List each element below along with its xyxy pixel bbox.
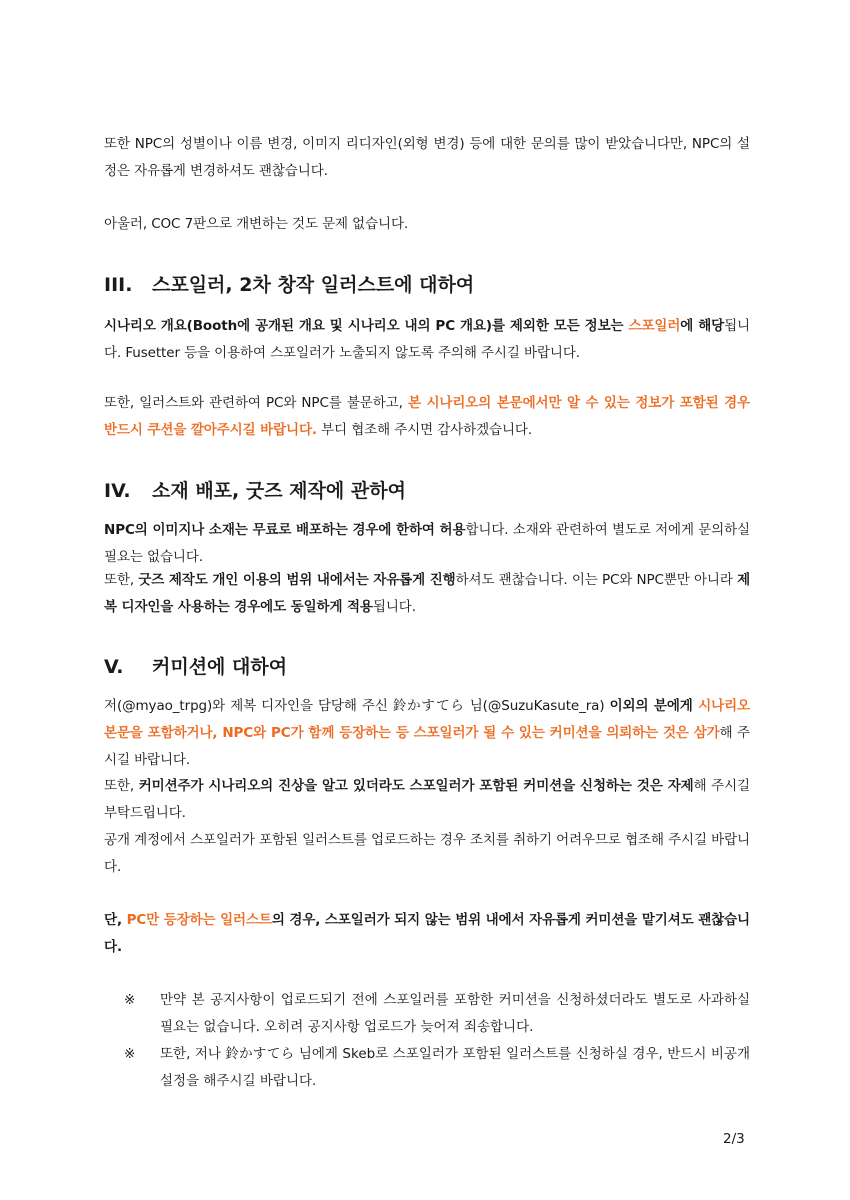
bold-text: 의 경우, 스포일러가 되지 않는 범위 내에서 자유롭게 커미션을 맡기셔도 괜찮습니다. bbox=[104, 912, 750, 955]
body-text: 부디 협조해 주시면 감사하겠습니다. bbox=[316, 422, 533, 438]
section-5-paragraph-3 bbox=[104, 827, 750, 881]
note-1 bbox=[124, 987, 750, 1041]
body-text: 또한, bbox=[104, 572, 139, 588]
bold-text: 커미션주가 시나리오의 진상을 알고 있더라도 스포일러가 포함된 커미션을 신청하는 것은 자제 bbox=[138, 778, 694, 794]
section-4-heading bbox=[104, 477, 750, 505]
intro-paragraph-2 bbox=[104, 211, 750, 238]
section-5-title: 커미션에 대하여 bbox=[152, 656, 288, 678]
page-number: 2/3 bbox=[723, 1131, 745, 1147]
body-text: 하셔도 괜찮습니다. 이는 PC와 NPC뿐만 아니라 bbox=[455, 572, 738, 588]
bold-text: 제복 디자인을 사용하는 경우에도 동일하게 적용 bbox=[104, 572, 751, 615]
bold-text: NPC의 이미지나 소재는 무료로 배포하는 경우에 한하여 허용 bbox=[104, 522, 466, 538]
body-text: 합니다. 소재와 관련하여 별도로 저에게 문의하실 필요는 없습니다. bbox=[104, 522, 750, 565]
note-2 bbox=[124, 1041, 750, 1095]
note-text: 만약 본 공지사항이 업로드되기 전에 스포일러를 포함한 커미션을 신청하셨더라도 별도로 사과하실 필요는 없습니다. 오히려 공지사항 업로드가 늦어져 죄송합니다. bbox=[160, 992, 750, 1035]
intro-text-1: 또한 NPC의 성별이나 이름 변경, 이미지 리디자인(외형 변경) 등에 대한 문의를 많이 받았습니다만, NPC의 설정은 자유롭게 변경하셔도 괜찮습니다. bbox=[104, 136, 750, 179]
highlight-text: 스포일러 bbox=[628, 318, 681, 334]
note-text: 또한, 저나 鈴かすてら 님에게 Skeb로 스포일러가 포함된 일러스트를 신청하실 경우, 반드시 비공개 설정을 해주시길 바랍니다. bbox=[160, 1046, 750, 1089]
reference-mark-icon: ※ bbox=[124, 1046, 136, 1062]
section-3-title: 스포일러, 2차 창작 일러스트에 대하여 bbox=[152, 274, 475, 296]
section-5-paragraph-2 bbox=[104, 773, 750, 827]
body-text: 됩니다. bbox=[372, 599, 416, 615]
section-4-title: 소재 배포, 굿즈 제작에 관하여 bbox=[152, 480, 406, 502]
body-text: 저(@myao_trpg)와 제복 디자인을 담당해 주신 鈴かすてら 님(@SuzuKasute_ra) bbox=[104, 698, 610, 714]
reference-mark-icon: ※ bbox=[124, 992, 136, 1008]
bold-text: 이외의 분에게 bbox=[609, 698, 699, 714]
bold-text: 에 해당 bbox=[680, 318, 725, 334]
body-text: 또한, bbox=[104, 778, 139, 794]
body-text: 됩니다. Fusetter 등을 이용하여 스포일러가 노출되지 않도록 주의해 주시길 바랍니다. bbox=[104, 318, 750, 361]
section-3-paragraph-1 bbox=[104, 313, 750, 367]
section-4-number: IV. bbox=[104, 480, 131, 502]
section-3-paragraph-2 bbox=[104, 390, 750, 444]
bold-text: 굿즈 제작도 개인 이용의 범위 내에서는 자유롭게 진행 bbox=[138, 572, 456, 588]
section-3-number: III. bbox=[104, 274, 133, 296]
section-5-heading bbox=[104, 653, 750, 681]
highlight-text: 본 시나리오의 본문에서만 알 수 있는 정보가 포함된 경우 반드시 쿠션을 깔아주시길 바랍니다. bbox=[104, 395, 750, 438]
section-5-paragraph-4 bbox=[104, 907, 750, 961]
bold-text: 시나리오 개요(Booth에 공개된 개요 및 시나리오 내의 PC 개요)를 제외한 모든 정보는 bbox=[104, 318, 629, 334]
section-5-paragraph-1 bbox=[104, 693, 750, 774]
section-4-paragraph-1 bbox=[104, 517, 750, 571]
body-text: 또한, 일러스트와 관련하여 PC와 NPC를 불문하고, bbox=[104, 395, 408, 411]
section-4-paragraph-2 bbox=[104, 567, 750, 621]
body-text: 공개 계정에서 스포일러가 포함된 일러스트를 업로드하는 경우 조치를 취하기 어려우므로 협조해 주시길 바랍니다. bbox=[104, 832, 750, 875]
highlight-text: PC만 등장하는 일러스트 bbox=[126, 912, 272, 928]
body-text: 해 주시길 바랍니다. bbox=[104, 725, 751, 768]
section-5-number: V. bbox=[104, 656, 124, 678]
bold-text: 단, bbox=[104, 912, 127, 928]
section-3-heading bbox=[104, 271, 750, 299]
intro-text-2: 아울러, COC 7판으로 개변하는 것도 문제 없습니다. bbox=[104, 216, 409, 232]
intro-paragraph-1 bbox=[104, 131, 750, 185]
body-text: 해 주시길 부탁드립니다. bbox=[104, 778, 750, 821]
highlight-text: 시나리오 본문을 포함하거나, NPC와 PC가 함께 등장하는 등 스포일러가 될 수 있는 커미션을 의뢰하는 것은 삼가 bbox=[104, 698, 750, 741]
